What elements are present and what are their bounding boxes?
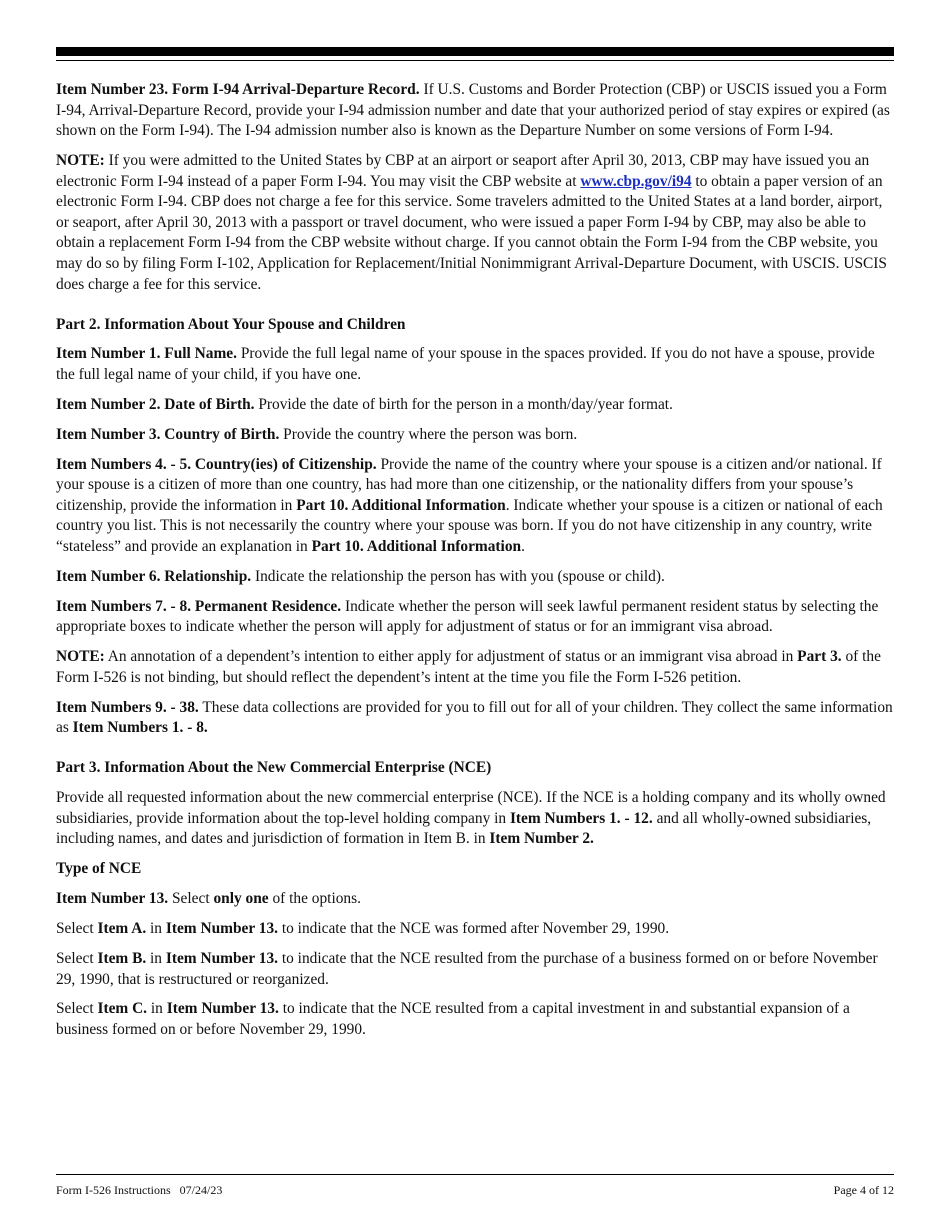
item-ref: Item Number 2. (489, 830, 594, 848)
note-text: If you were admitted to the United States by CBP at an airport or seaport after April 30, 2013, CBP may have issued you an electronic Form I-94 instead of a paper Form I-94. You may visit the CBP website at (56, 152, 870, 190)
item-text: These data collections are provided for you to fill out for all of your children. They collect the same information as (56, 698, 893, 737)
text: to indicate that the NCE resulted from the purchase of a business formed on or before November 29, 1990, that is restructured or reorganized. (56, 949, 878, 988)
item-text: Provide the country where the person was born. (279, 425, 578, 443)
part2-note (56, 647, 896, 688)
form-edition: Form I-526 Instructions 07/24/23 (56, 1183, 223, 1197)
item-heading: Item Numbers 9. - 38. (56, 698, 199, 716)
type-of-nce-heading (56, 859, 896, 880)
item-heading: Item Numbers 7. - 8. Permanent Residence. (56, 597, 342, 615)
intro-text: and all wholly-owned subsidiaries, including names, and dates and jurisdiction of formation in Item B. in (56, 809, 872, 848)
part3-intro (56, 788, 896, 850)
item-text: Indicate whether the person will seek lawful permanent resident status by selecting the appropriate boxes to indicate whether the person will apply for adjustment of status or for an immigrant visa abroad. (56, 597, 879, 636)
text: in (146, 920, 166, 938)
text: Select (56, 1000, 98, 1018)
part2-item-6 (56, 567, 896, 588)
part2-item-9-38 (56, 698, 896, 739)
text: Select (56, 920, 98, 938)
select-item-a (56, 919, 896, 940)
part-10-ref: Part 10. Additional Information (296, 496, 506, 514)
item-heading: Item Number 1. Full Name. (56, 345, 237, 363)
part2-item-2 (56, 395, 896, 416)
cbp-i94-link[interactable]: www.cbp.gov/i94 (580, 172, 692, 190)
item-ref: Item Number 13. (166, 1000, 279, 1018)
part-3-heading: Part 3. Information About the New Commercial Enterprise (NCE) (56, 759, 492, 777)
item-ref: Item Numbers 1. - 12. (509, 809, 653, 827)
text: in (146, 949, 166, 967)
item-23-heading: Item Number 23. Form I-94 Arrival-Departure Record. (56, 81, 420, 98)
item-23-text: If U.S. Customs and Border Protection (CBP) or USCIS issued you a Form I-94, Arrival-Departure Record, provide your I-94 admission number and date that your authorized period of stay expires or expired (as shown on the Form I-94). The I-94 admission number also is known as the Departure Number on some versions of Form I-94. (56, 81, 890, 140)
text: Select (56, 949, 98, 967)
intro-text: Provide all requested information about the new commercial enterprise (NCE). If the NCE is a holding company and its wholly owned subsidiaries, provide information about the top-level holding company in (56, 789, 886, 827)
item-heading: Item Number 6. Relationship. (56, 567, 252, 585)
item-heading: Item Number 3. Country of Birth. (56, 425, 280, 443)
item-ref: Item C. (97, 1000, 148, 1018)
text: to indicate that the NCE resulted from a capital investment in and substantial expansion of a business formed on or before November 29, 1990. (56, 1000, 850, 1039)
page-footer (56, 1182, 894, 1198)
item-23-paragraph (56, 80, 896, 142)
item-text: . (521, 538, 525, 556)
item-text: Provide the name of the country where your spouse is a citizen and/or national. If your spouse is a citizen of more than one country, has had more than one citizenship, or the nationality differs from your spouse’s citizenship, provide the information in (56, 455, 882, 514)
header-rule-thin (56, 60, 894, 61)
note-label: NOTE: (56, 648, 105, 666)
note-text: of the Form I-526 is not binding, but should reflect the dependent’s intent at the time you file the Form I-526 petition. (56, 648, 881, 686)
item-text: Select (168, 890, 214, 908)
item-text: Indicate the relationship the person has with you (spouse or child). (251, 567, 665, 585)
part-10-ref: Part 10. Additional Information (311, 538, 522, 556)
page-number: Page 4 of 12 (833, 1183, 894, 1197)
item-heading: Item Number 13. (56, 890, 169, 908)
select-item-c (56, 999, 896, 1040)
item-ref: Item Number 13. (165, 920, 278, 938)
part2-item-7-8 (56, 597, 896, 638)
select-item-b (56, 949, 896, 990)
note-label: NOTE: (56, 152, 105, 170)
part2-item-1 (56, 344, 896, 385)
item-text: . Indicate whether your spouse is a citizen or national of each country you list. This is not necessarily the country where your spouse was born. If you do not have citizenship in any country, write “stateless” and provide an explanation in (56, 496, 883, 556)
page-content (56, 80, 896, 1050)
item-ref: Item Numbers 1. - 8. (72, 719, 208, 737)
part2-item-4-5 (56, 455, 896, 558)
part2-item-3 (56, 425, 896, 446)
note-text-cont: to obtain a paper version of an electronic Form I-94. CBP does not charge a fee for this service. Some travelers admitted to the United States at a land border, airport, or seaport, after April 30, 2013 with a passport or travel document, who were issued a paper Form I-94 by CBP, may also be able to obtain a replacement Form I-94 from the CBP website without charge. If you cannot obtain the Form I-94 from the CBP website, you may do so by filing Form I-102, Application for Replacement/Initial Nonimmigrant Arrival-Departure Document, with USCIS. USCIS does charge a fee for this service. (56, 172, 887, 293)
item-heading: Item Numbers 4. - 5. Country(ies) of Citizenship. (56, 455, 377, 473)
footer-rule (56, 1174, 894, 1175)
item-text: Provide the date of birth for the person in a month/day/year format. (254, 395, 673, 413)
item-ref: Item Number 13. (165, 949, 278, 967)
note-cbp-paragraph (56, 151, 896, 295)
part-3-ref: Part 3. (797, 648, 842, 666)
text: in (147, 1000, 167, 1018)
text: to indicate that the NCE was formed after November 29, 1990. (278, 920, 670, 938)
note-text: An annotation of a dependent’s intention to either apply for adjustment of status or an immigrant visa abroad in (104, 648, 798, 666)
item-ref: Item A. (97, 920, 147, 938)
item-text: of the options. (268, 890, 361, 908)
item-text: Provide the full legal name of your spouse in the spaces provided. If you do not have a spouse, provide the full legal name of your child, if you have one. (56, 345, 875, 384)
part-2-heading: Part 2. Information About Your Spouse and Children (56, 315, 406, 333)
subheading: Type of NCE (56, 860, 142, 878)
item-ref: Item B. (97, 949, 147, 967)
item-heading: Item Number 2. Date of Birth. (56, 395, 255, 413)
part3-item-13 (56, 889, 896, 910)
header-rule-thick (56, 47, 894, 56)
emphasis: only one (213, 890, 269, 908)
